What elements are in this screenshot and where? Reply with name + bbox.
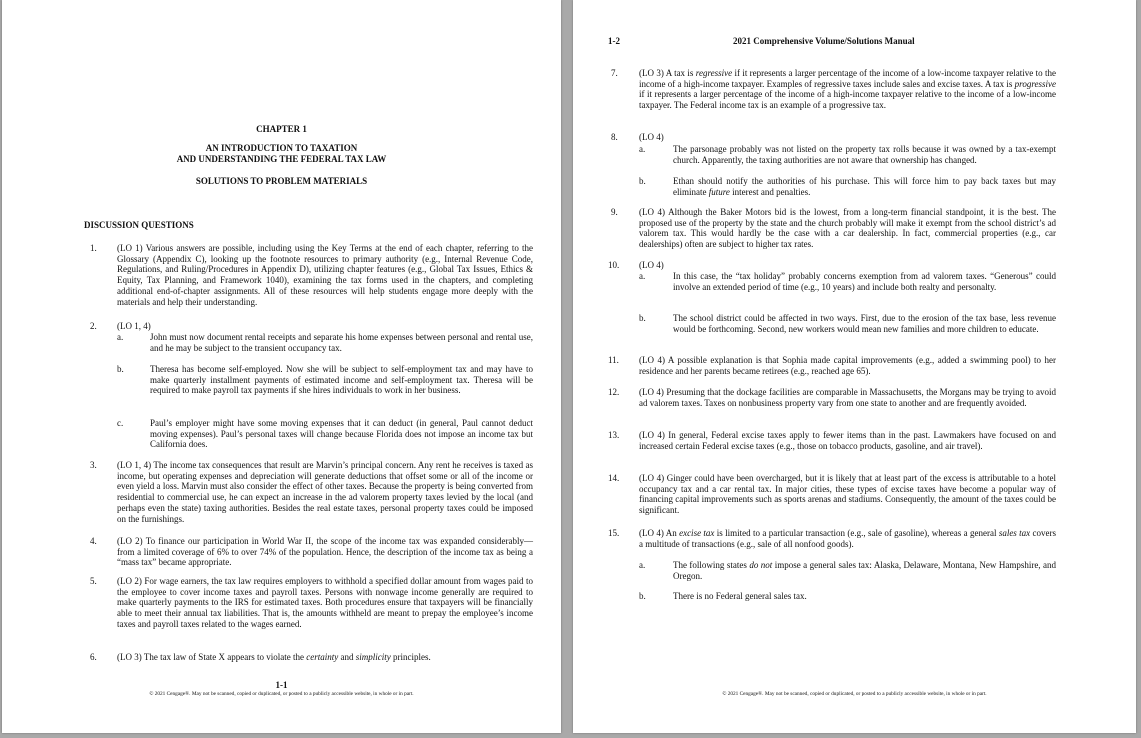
question-2b-text: Theresa has become self-employed. Now she will be subject to self-employment tax and may have to make quarterly installment payments of estimated income and self-employment tax. Theresa will be required to make payroll tax payments if she hires individuals to work in her business. — [150, 364, 533, 396]
part-label: a. — [639, 560, 646, 570]
copyright-footer: © 2021 Cengage®. May not be scanned, copied or duplicated, or posted to a publicly accessible website, in whole or in part. — [149, 691, 414, 697]
question-number: 2. — [90, 321, 97, 331]
question-number: 11. — [608, 355, 619, 365]
page-number: 1-1 — [275, 680, 288, 690]
chapter-subtitle: SOLUTIONS TO PROBLEM MATERIALS — [195, 176, 368, 186]
running-header-title: 2021 Comprehensive Volume/Solutions Manual — [733, 36, 915, 46]
question-number: 15. — [608, 528, 620, 538]
part-label: a. — [639, 144, 646, 154]
question-number: 12. — [608, 387, 620, 397]
question-number: 9. — [611, 207, 618, 217]
chapter-title-line-1: AN INTRODUCTION TO TAXATION — [205, 143, 358, 153]
question-2-lo: (LO 1, 4) — [117, 321, 151, 331]
question-number: 13. — [608, 430, 620, 440]
question-number: 7. — [611, 68, 618, 78]
question-4-text: (LO 2) To finance our participation in World War II, the scope of the income tax was expanded considerably—from a limited coverage of 6% to over 74% of the population. Hence, the description of the income tax as being a “mass tax” became appropriate. — [117, 536, 533, 568]
question-6-text: (LO 3) The tax law of State X appears to violate the certainty and simplicity principles. — [117, 652, 431, 662]
question-number: 5. — [90, 576, 97, 586]
section-heading: DISCUSSION QUESTIONS — [84, 220, 194, 230]
copyright-footer: © 2021 Cengage®. May not be scanned, copied or duplicated, or posted to a publicly accessible website, in whole or in part. — [722, 691, 987, 697]
chapter-title-line-2: AND UNDERSTANDING THE FEDERAL TAX LAW — [176, 154, 387, 164]
question-2a-text: John must now document rental receipts and separate his home expenses between personal and rental use, and he may be subject to the transient occupancy tax. — [150, 332, 533, 353]
document-page-right — [573, 0, 1136, 733]
question-12-text: (LO 4) Presuming that the dockage facilities are comparable in Massachusetts, the Morgans may be trying to avoid ad valorem taxes. Taxes on nonbusiness property vary from one state to another and are frequently avoided. — [639, 387, 1056, 408]
question-10a-text: In this case, the “tax holiday” probably concerns exemption from ad valorem taxes. “Generous” could involve an extended period of time (e.g., 10 years) and include both realty and personalty. — [673, 271, 1056, 292]
question-8b-text: Ethan should notify the authorities of his purchase. This will force him to pay back taxes but may eliminate future interest and penalties. — [673, 176, 1056, 197]
question-11-text: (LO 4) A possible explanation is that Sophia made capital improvements (e.g., added a swimming pool) to her residence and her parents became retirees (e.g., reached age 65). — [639, 355, 1056, 376]
part-label: a. — [639, 271, 646, 281]
question-13-text: (LO 4) In general, Federal excise taxes apply to fewer items than in the past. Lawmakers have focused on and increased certain Federal excise taxes (e.g., those on tobacco products, gasoline, and air travel). — [639, 430, 1056, 451]
part-label: b. — [117, 364, 124, 374]
question-7-text: (LO 3) A tax is regressive if it represents a larger percentage of the income of a low-income taxpayer relative to the income of a high-income taxpayer. Examples of regressive taxes include sales and excise taxes. A tax is progressive if it represents a larger percentage of the income of a high-income taxpayer relative to the income of a low-income taxpayer. The Federal income tax is an example of a progressive tax. — [639, 68, 1056, 111]
question-1-text: (LO 1) Various answers are possible, including using the Key Terms at the end of each chapter, referring to the Glossary (Appendix C), looking up the footnote resources to primary authority (e.g., Internal Revenue Code, Regulations, and Ruling/Procedures in Appendix D), utilizing chapter features (e.g., Global Tax Issues, Ethics & Equity, Tax Planning, and Framework 1040), examining the tax forms used in the chapters, and completing additional end-of-chapter assignments. All of these resources will help students engage more deeply with the materials and help their understanding. — [117, 243, 533, 307]
question-8a-text: The parsonage probably was not listed on the property tax rolls because it was owned by a tax-exempt church. Apparently, the taxing authorities are not aware that ownership has changed. — [673, 144, 1056, 165]
question-15-text: (LO 4) An excise tax is limited to a particular transaction (e.g., sale of gasoline), whereas a general sales tax covers a multitude of transactions (e.g., sale of all nonfood goods). — [639, 528, 1057, 549]
question-2c-text: Paul’s employer might have some moving expenses that it can deduct (in general, Paul cannot deduct moving expenses). Paul’s personal taxes will change because Florida does not impose an income tax but California does. — [150, 418, 533, 450]
question-5-text: (LO 2) For wage earners, the tax law requires employers to withhold a specified dollar amount from wages paid to the employee to cover income taxes and payroll taxes. Persons with nonwage income generally are required to make quarterly payments to the IRS for estimated taxes. Both procedures ensure that taxpayers will be financially able to meet their annual tax liabilities. That is, the amounts withheld are meant to prepay the employee’s income taxes and payroll taxes related to the wages earned. — [117, 576, 533, 629]
running-header-page-number: 1-2 — [608, 36, 620, 46]
part-label: c. — [117, 418, 124, 428]
part-label: b. — [639, 591, 646, 601]
question-10-lo: (LO 4) — [639, 260, 664, 270]
question-10b-text: The school district could be affected in two ways. First, due to the erosion of the tax base, less revenue would be forthcoming. Second, new workers would mean new families and more children to educate. — [673, 313, 1056, 334]
question-number: 1. — [90, 243, 97, 253]
question-number: 8. — [611, 132, 618, 142]
part-label: b. — [639, 313, 646, 323]
question-14-text: (LO 4) Ginger could have been overcharged, but it is likely that at least part of the excess is attributable to a hotel occupancy tax and a car rental tax. In major cities, these types of excise taxes have become a popular way of financing capital improvements such as sports arenas and stadiums. Consequently, the amount of the taxes could be significant. — [639, 473, 1056, 516]
question-number: 3. — [90, 460, 97, 470]
question-9-text: (LO 4) Although the Baker Motors bid is the lowest, from a long-term financial standpoint, it is the best. The proposed use of the property by the state and the church probably will make it exempt from the school district’s ad valorem tax. This would hardly be the case with a car dealership. In fact, commercial properties (e.g., car dealerships) often are subject to higher tax rates. — [639, 207, 1056, 250]
part-label: a. — [117, 332, 124, 342]
question-3-text: (LO 1, 4) The income tax consequences that result are Marvin’s principal concern. Any rent he receives is taxed as income, but operating expenses and depreciation will generate deductions that offset some or all of the income or even yield a loss. Marvin must also consider the effect of other taxes. Because the property is being converted from residential to commercial use, he can expect an increase in the ad valorem property taxes levied by the local (and perhaps even the state) taxing authorities. Besides the real estate taxes, personal property taxes could be imposed on the furnishings. — [117, 460, 533, 524]
question-8-lo: (LO 4) — [639, 132, 664, 142]
question-number: 6. — [90, 652, 97, 662]
question-number: 10. — [608, 260, 620, 270]
question-15b-text: There is no Federal general sales tax. — [673, 591, 807, 601]
chapter-label: CHAPTER 1 — [256, 124, 307, 134]
part-label: b. — [639, 176, 646, 186]
question-number: 14. — [608, 473, 620, 483]
question-15a-text: The following states do not impose a general sales tax: Alaska, Delaware, Montana, New Hampshire, and Oregon. — [673, 560, 1056, 581]
document-page-left — [2, 0, 561, 733]
question-number: 4. — [90, 536, 97, 546]
